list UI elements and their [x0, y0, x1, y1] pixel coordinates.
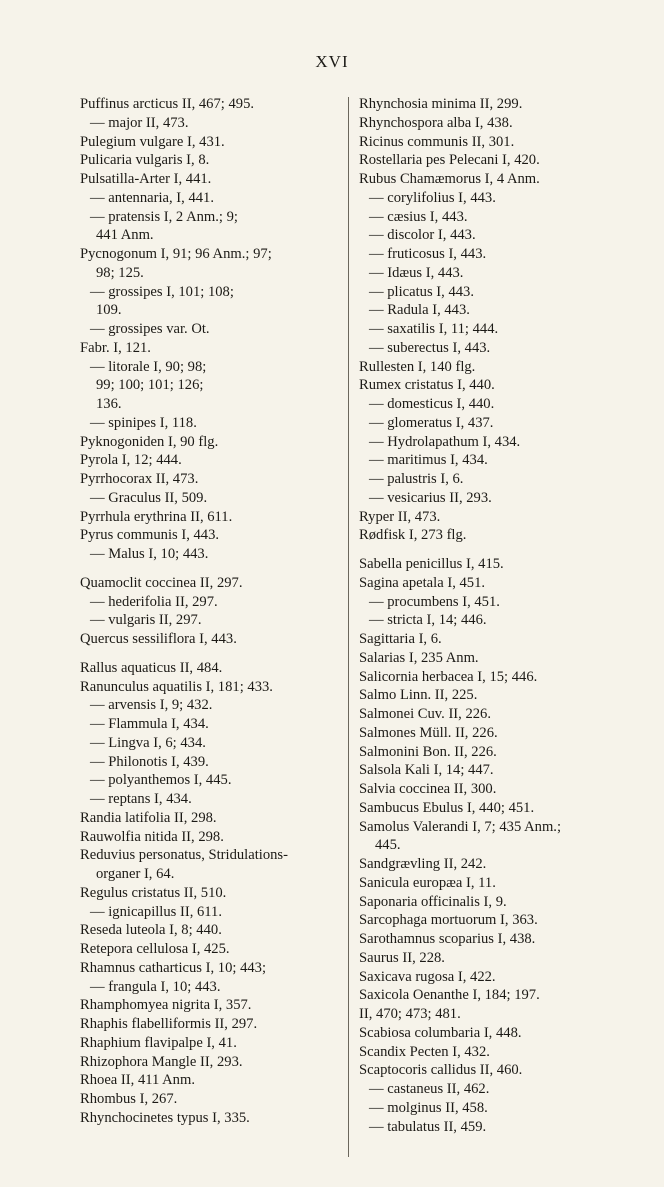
column-divider — [348, 97, 349, 1157]
index-entry: — suberectus I, 443. — [369, 339, 491, 356]
index-entry: Pulegium vulgare I, 431. — [80, 133, 225, 150]
index-entry: Pyknogoniden I, 90 flg. — [80, 433, 219, 450]
index-entry: — grossipes var. Ot. — [90, 321, 210, 337]
index-entry: — major II, 473. — [90, 114, 189, 131]
index-entry: — polyanthemos I, 445. — [90, 772, 232, 789]
index-entry: Pulsatilla-Arter I, 441. — [80, 171, 212, 187]
index-entry: — Radula I, 443. — [369, 302, 470, 319]
index-entry: Ranunculus aquatilis I, 181; 433. — [80, 678, 273, 695]
index-entry: Salmonei Cuv. II, 226. — [359, 706, 492, 722]
index-entry: — palustris I, 6. — [369, 471, 464, 487]
index-entry: — cæsius I, 443. — [369, 208, 468, 225]
index-entry: Salicornia herbacea I, 15; 446. — [359, 668, 538, 685]
index-entry: — castaneus II, 462. — [369, 1081, 490, 1097]
index-entry: Retepora cellulosa I, 425. — [80, 941, 230, 957]
index-entry: — tabulatus II, 459. — [369, 1118, 487, 1135]
index-entry: Rhamphomyea nigrita I, 357. — [80, 997, 252, 1014]
index-entry: II, 470; 473; 481. — [359, 1006, 461, 1022]
index-entry: Quamoclit coccinea II, 297. — [80, 574, 243, 591]
index-entry: 98; 125. — [96, 264, 144, 281]
index-entry: — glomeratus I, 437. — [369, 414, 494, 431]
index-entry: Rhynchocinetes typus I, 335. — [80, 1109, 250, 1126]
index-entry: Scaptocoris callidus II, 460. — [359, 1062, 523, 1079]
index-entry: — procumbens I, 451. — [369, 593, 500, 610]
index-entry: Rhombus I, 267. — [80, 1091, 178, 1107]
index-entry: Sarcophaga mortuorum I, 363. — [359, 912, 538, 929]
index-entry: — hederifolia II, 297. — [90, 593, 218, 610]
index-entry: Salmones Müll. II, 226. — [359, 724, 498, 741]
index-entry: Salmonini Bon. II, 226. — [359, 743, 497, 760]
index-entry: — frangula I, 10; 443. — [90, 978, 221, 995]
index-entry: Salsola Kali I, 14; 447. — [359, 762, 494, 779]
index-entry: — Flammula I, 434. — [90, 716, 209, 732]
index-entry: — plicatus I, 443. — [369, 283, 474, 300]
section-gap — [80, 564, 345, 574]
index-entry: Sanicula europæa I, 11. — [359, 874, 496, 891]
index-entry: Pyrrhocorax II, 473. — [80, 471, 199, 487]
index-entry: Fabr. I, 121. — [80, 339, 151, 356]
index-entry: — litorale I, 90; 98; — [90, 358, 207, 375]
index-entry: — discolor I, 443. — [369, 227, 476, 244]
index-entry: Quercus sessiliflora I, 443. — [80, 631, 237, 647]
index-entry: — corylifolius I, 443. — [369, 189, 496, 206]
index-entry: Rostellaria pes Pelecani I, 420. — [359, 152, 540, 169]
index-entry: — grossipes I, 101; 108; — [90, 283, 234, 300]
index-entry: — reptans I, 434. — [90, 791, 192, 807]
index-entry: 441 Anm. — [96, 227, 154, 244]
index-entry: — ignicapillus II, 611. — [90, 903, 222, 920]
index-entry: Salvia coccinea II, 300. — [359, 781, 497, 797]
index-entry: — maritimus I, 434. — [369, 452, 488, 469]
index-entry: Saxicava rugosa I, 422. — [359, 968, 496, 985]
index-entry: Ryper II, 473. — [359, 508, 441, 525]
index-entry: Pyrrhula erythrina II, 611. — [80, 508, 233, 525]
index-entry: Saurus II, 228. — [359, 949, 445, 966]
index-column-left — [80, 95, 345, 1128]
index-entry: Rhizophora Mangle II, 293. — [80, 1053, 243, 1070]
index-entry: Samolus Valerandi I, 7; 435 Anm.; — [359, 818, 562, 835]
index-entry: — vesicarius II, 293. — [369, 489, 492, 506]
index-entry: Saxicola Oenanthe I, 184; 197. — [359, 987, 540, 1004]
index-entry: Rhamnus catharticus I, 10; 443; — [80, 959, 267, 976]
index-entry: Sabella penicillus I, 415. — [359, 556, 504, 572]
index-entry: Scandix Pecten I, 432. — [359, 1043, 490, 1060]
index-entry: — Hydrolapathum I, 434. — [369, 433, 521, 450]
index-entry: — arvensis I, 9; 432. — [90, 697, 213, 714]
index-entry: 136. — [96, 396, 122, 412]
section-gap — [80, 649, 345, 659]
index-entry: — Philonotis I, 439. — [90, 753, 209, 770]
index-entry: Sarothamnus scoparius I, 438. — [359, 931, 536, 947]
index-entry: Saponaria officinalis I, 9. — [359, 893, 507, 910]
index-entry: Randia latifolia II, 298. — [80, 809, 217, 826]
index-entry: Sagittaria I, 6. — [359, 631, 442, 647]
index-entry: — antennaria, I, 441. — [90, 189, 215, 206]
index-entry: Scabiosa columbaria I, 448. — [359, 1024, 522, 1041]
index-entry: 109. — [96, 302, 122, 319]
page-number: XVI — [315, 52, 349, 71]
index-entry: Pyrola I, 12; 444. — [80, 452, 182, 469]
section-gap — [359, 545, 659, 555]
index-entry: Salmo Linn. II, 225. — [359, 687, 478, 704]
index-entry: Rhynchospora alba I, 438. — [359, 114, 513, 131]
index-entry: Rullesten I, 140 flg. — [359, 358, 476, 375]
index-entry: Reduvius personatus, Stridulations- — [80, 847, 288, 864]
index-entry: Pycnogonum I, 91; 96 Anm.; 97; — [80, 246, 272, 262]
index-entry: Rubus Chamæmorus I, 4 Anm. — [359, 171, 540, 187]
index-entry: Rhynchosia minima II, 299. — [359, 96, 523, 112]
index-entry: — Idæus I, 443. — [369, 264, 464, 281]
index-entry: — molginus II, 458. — [369, 1099, 488, 1116]
index-entry: Salarias I, 235 Anm. — [359, 649, 479, 666]
index-entry: 445. — [375, 837, 401, 854]
index-entry: Regulus cristatus II, 510. — [80, 884, 227, 901]
index-entry: Rumex cristatus I, 440. — [359, 377, 495, 394]
index-entry: Rødfisk I, 273 flg. — [359, 527, 467, 544]
index-entry: — Graculus II, 509. — [90, 489, 208, 506]
index-entry: Rhoea II, 411 Anm. — [80, 1072, 195, 1089]
index-entry: Pyrus communis I, 443. — [80, 527, 220, 544]
index-entry: Sambucus Ebulus I, 440; 451. — [359, 799, 535, 816]
index-entry: — fruticosus I, 443. — [369, 246, 487, 262]
index-entry: Pulicaria vulgaris I, 8. — [80, 152, 210, 169]
index-entry: 99; 100; 101; 126; — [96, 377, 204, 394]
index-entry: — pratensis I, 2 Anm.; 9; — [90, 208, 238, 225]
index-entry: — vulgaris II, 297. — [90, 612, 202, 629]
index-entry: Puffinus arcticus II, 467; 495. — [80, 96, 255, 112]
index-entry: organer I, 64. — [96, 866, 175, 882]
index-entry: Rallus aquaticus II, 484. — [80, 659, 223, 676]
index-entry: Rauwolfia nitida II, 298. — [80, 828, 224, 845]
index-column-right — [359, 95, 659, 1136]
index-entry: — domesticus I, 440. — [369, 396, 495, 412]
index-entry: — saxatilis I, 11; 444. — [369, 321, 499, 337]
index-entry: — spinipes I, 118. — [90, 414, 197, 431]
index-entry: Ricinus communis II, 301. — [359, 133, 515, 150]
index-entry: Rhaphis flabelliformis II, 297. — [80, 1016, 258, 1032]
index-entry: — Lingva I, 6; 434. — [90, 734, 206, 751]
index-entry: Rhaphium flavipalpe I, 41. — [80, 1034, 237, 1051]
index-entry: — Malus I, 10; 443. — [90, 546, 209, 562]
index-entry: Sagina apetala I, 451. — [359, 574, 486, 591]
index-entry: — stricta I, 14; 446. — [369, 612, 487, 629]
index-entry: Sandgrævling II, 242. — [359, 856, 487, 872]
index-entry: Reseda luteola I, 8; 440. — [80, 922, 222, 939]
